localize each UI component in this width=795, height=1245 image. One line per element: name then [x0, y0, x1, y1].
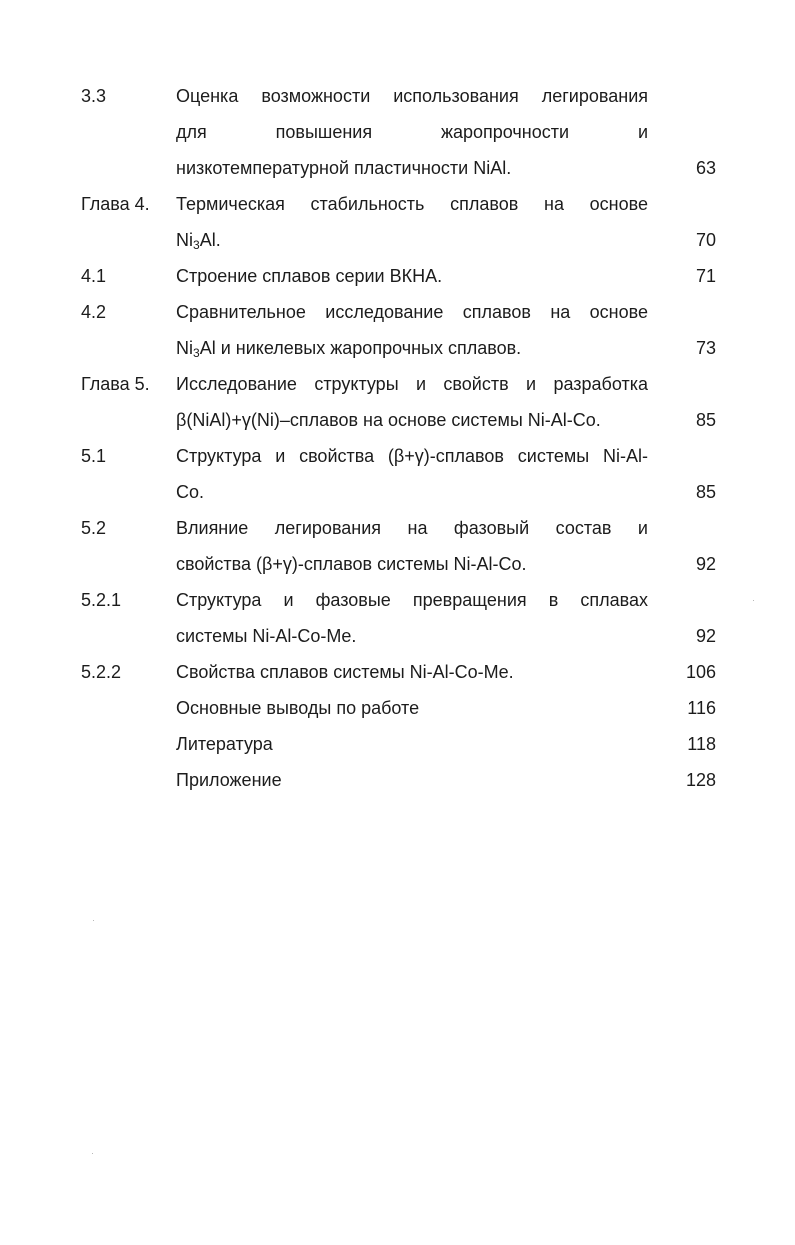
toc-title-line: Термическая стабильность сплавов на основе [176, 194, 648, 214]
toc-title-line: низкотемпературной пластичности NiAl. [176, 158, 512, 178]
toc-entry-number: 5.2.2 [81, 662, 122, 682]
scan-speck [753, 600, 754, 601]
toc-page-number: 92 [695, 626, 716, 646]
toc-page-number: 63 [695, 158, 716, 178]
toc-entry-5-2-1 [0, 582, 795, 654]
formula-subscript: 3 [193, 346, 200, 360]
toc-entry-number: 3.3 [81, 86, 107, 106]
toc-entry-title [176, 258, 648, 294]
toc-title-line: Свойства сплавов системы Ni-Al-Co-Me. [176, 662, 514, 682]
toc-title-line [176, 222, 648, 258]
toc-entry-3-3 [0, 78, 795, 186]
toc-entry-title [176, 294, 648, 366]
toc-page-number: 118 [687, 734, 716, 754]
toc-title-line: β(NiAl)+γ(Ni)–сплавов на основе системы Ni-Al-Co. [176, 410, 601, 430]
toc-entry-title [176, 438, 648, 510]
toc-title-line: Приложение [176, 770, 282, 790]
toc-entry-title [176, 510, 648, 582]
toc-entry-chapter-5 [0, 366, 795, 438]
toc-entry-title [176, 762, 648, 798]
toc-entry-number: Глава 4. [81, 194, 150, 214]
toc-title-line: Сравнительное исследование сплавов на основе [176, 302, 648, 322]
formula-ni: Ni [176, 338, 193, 358]
toc-page-number: 71 [695, 266, 716, 286]
formula-ni: Ni [176, 230, 193, 250]
scan-speck [93, 920, 94, 921]
toc-title-line: свойства (β+γ)-сплавов системы Ni-Al-Co. [176, 554, 527, 574]
toc-entry-title [176, 186, 648, 258]
toc-title-line [176, 330, 648, 366]
toc-entry-5-2 [0, 510, 795, 582]
toc-page-number: 116 [687, 698, 716, 718]
toc-entry-title [176, 690, 648, 726]
toc-page-number: 92 [695, 554, 716, 574]
table-of-contents [0, 78, 795, 798]
toc-entry-conclusions [0, 690, 795, 726]
toc-page-number: 73 [695, 338, 716, 358]
toc-entry-5-1 [0, 438, 795, 510]
toc-title-line: Структура и свойства (β+γ)-сплавов системы Ni-Al- [176, 446, 648, 466]
toc-entry-4-1 [0, 258, 795, 294]
toc-entry-appendix [0, 762, 795, 798]
toc-title-line: Литература [176, 734, 273, 754]
toc-entry-number: 5.2 [81, 518, 107, 538]
toc-page-number: 85 [695, 482, 716, 502]
toc-title-line: Основные выводы по работе [176, 698, 420, 718]
toc-entry-number: 4.2 [81, 302, 107, 322]
toc-page-number: 70 [695, 230, 716, 250]
toc-entry-number: 4.1 [81, 266, 107, 286]
toc-entry-5-2-2 [0, 654, 795, 690]
toc-entry-title [176, 78, 648, 186]
toc-entry-references [0, 726, 795, 762]
toc-title-line: Co. [176, 482, 205, 502]
toc-title-line: Исследование структуры и свойств и разработка [176, 374, 648, 394]
toc-title-line: Влияние легирования на фазовый состав и [176, 518, 648, 538]
toc-page-number: 85 [695, 410, 716, 430]
toc-title-line: Строение сплавов серии ВКНА. [176, 266, 443, 286]
toc-entry-title [176, 726, 648, 762]
toc-title-line: системы Ni-Al-Co-Me. [176, 626, 357, 646]
toc-entry-title [176, 654, 648, 690]
toc-title-text: Al и никелевых жаропрочных сплавов. [199, 338, 522, 358]
toc-title-line: Структура и фазовые превращения в сплавах [176, 590, 648, 610]
toc-title-line: Оценка возможности использования легирования [176, 86, 648, 106]
toc-entry-number: Глава 5. [81, 374, 150, 394]
formula-al: Al. [199, 230, 221, 250]
scan-speck [92, 1153, 93, 1154]
toc-entry-title [176, 582, 648, 654]
toc-entry-number: 5.2.1 [81, 590, 122, 610]
formula-subscript: 3 [193, 238, 200, 252]
toc-entry-chapter-4 [0, 186, 795, 258]
toc-title-line: для повышения жаропрочности и [176, 122, 648, 142]
toc-page-number: 128 [685, 770, 716, 790]
toc-entry-number: 5.1 [81, 446, 107, 466]
toc-entry-4-2 [0, 294, 795, 366]
toc-page-number: 106 [685, 662, 716, 682]
toc-entry-title [176, 366, 648, 438]
